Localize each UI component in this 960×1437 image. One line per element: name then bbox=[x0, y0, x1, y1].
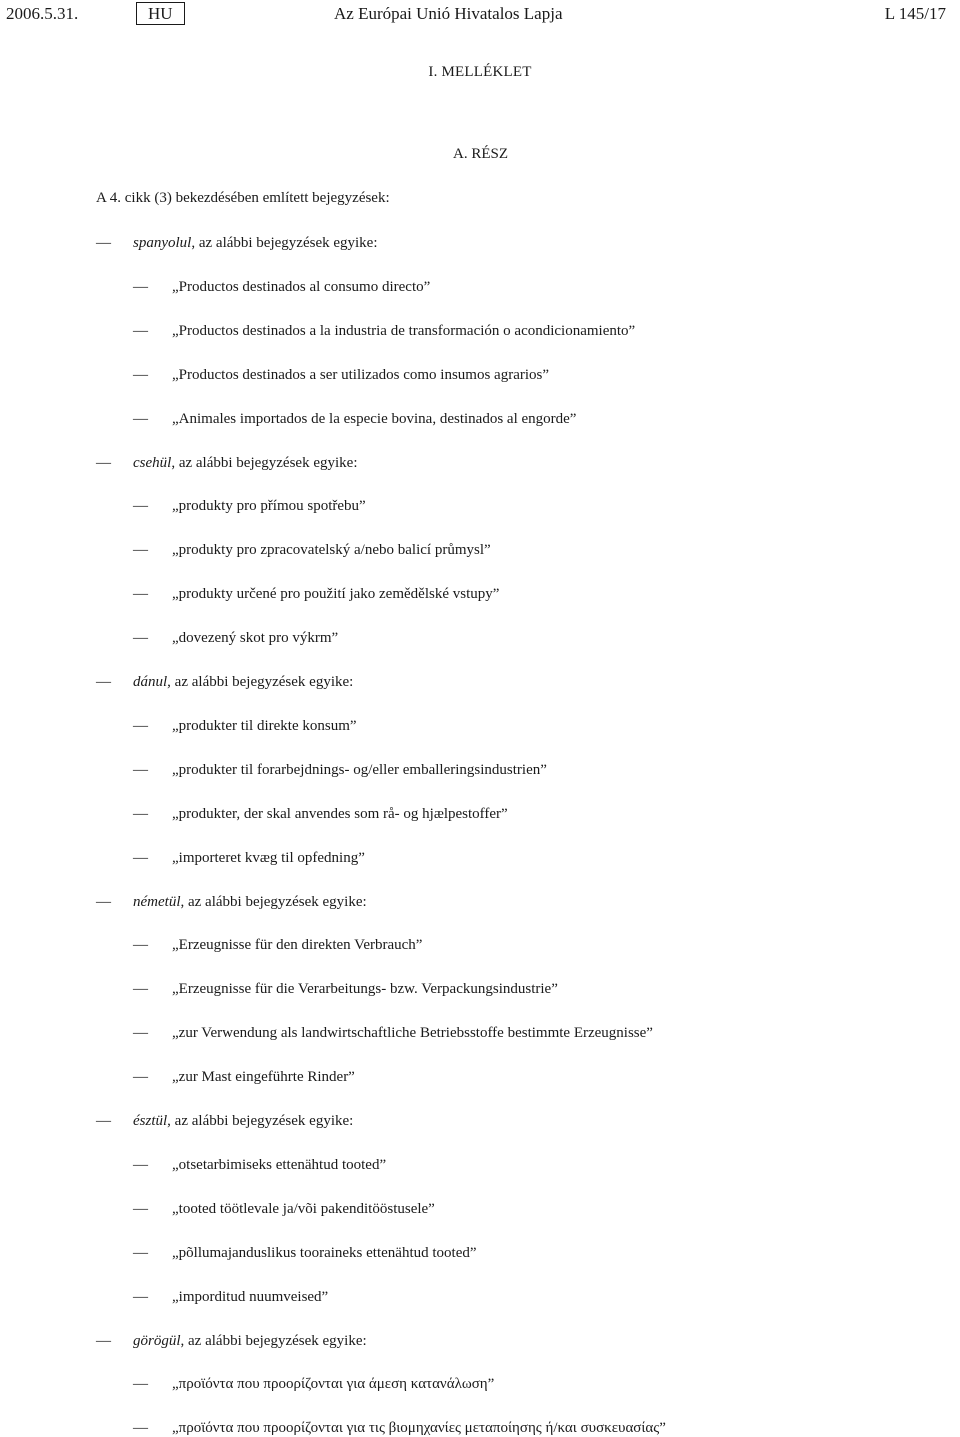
entry-item-text: „tooted töötlevale ja/või pakenditööstusele” bbox=[172, 1200, 435, 1217]
part-title: A. RÉSZ bbox=[453, 146, 509, 162]
entry-item-text: „Animales importados de la especie bovina, destinados al engorde” bbox=[172, 410, 577, 427]
entry-item-text: „produkter, der skal anvendes som rå- og hjælpestoffer” bbox=[172, 805, 508, 822]
dash-marker: — bbox=[133, 717, 148, 734]
entry-item-text: „Productos destinados a ser utilizados como insumos agrarios” bbox=[172, 366, 550, 383]
entry-item-text: „zur Mast eingeführte Rinder” bbox=[172, 1069, 355, 1086]
entry-item-text: „Erzeugnisse für den direkten Verbrauch” bbox=[172, 937, 423, 954]
language-heading-rest: , az alábbi bejegyzések egyike: bbox=[171, 454, 358, 471]
entry-item-text: „zur Verwendung als landwirtschaftliche Betriebsstoffe bestimmte Erzeugnisse” bbox=[172, 1025, 653, 1042]
dash-marker: — bbox=[133, 410, 148, 427]
dash-marker: — bbox=[133, 937, 148, 954]
language-name: csehül bbox=[133, 454, 172, 471]
dash-marker: — bbox=[96, 674, 111, 690]
entry-item-text: „Erzeugnisse für die Verarbeitungs- bzw. Verpackungsindustrie” bbox=[172, 981, 558, 998]
dash-marker: — bbox=[133, 498, 148, 515]
language-heading-text bbox=[133, 454, 358, 472]
dash-marker: — bbox=[133, 1069, 148, 1086]
entry-item-text: „importeret kvæg til opfedning” bbox=[172, 849, 365, 866]
dash-marker: — bbox=[133, 849, 148, 866]
language-name: görögül bbox=[133, 1332, 181, 1349]
dash-marker: — bbox=[133, 1288, 148, 1305]
intro-paragraph: A 4. cikk (3) bekezdésében említett bejegyzések: bbox=[96, 190, 390, 206]
dash-marker: — bbox=[133, 278, 148, 295]
dash-marker: — bbox=[96, 454, 111, 471]
dash-marker: — bbox=[133, 1200, 148, 1217]
dash-marker: — bbox=[133, 805, 148, 822]
language-heading-rest: , az alábbi bejegyzések egyike: bbox=[191, 235, 378, 251]
language-heading-text bbox=[133, 1112, 353, 1130]
entry-item-text: „põllumajanduslikus tooraineks ettenähtud tooted” bbox=[172, 1244, 477, 1261]
dash-marker: — bbox=[133, 322, 148, 339]
entry-item-text: „Productos destinados al consumo directo” bbox=[172, 278, 431, 295]
dash-marker: — bbox=[133, 542, 148, 559]
entry-item-text: „προϊόντα που προορίζονται για τις βιομηχανίες μεταποίησης ή/και συσκευασίας” bbox=[172, 1420, 666, 1437]
dash-marker: — bbox=[96, 1113, 111, 1129]
language-name: spanyolul bbox=[133, 235, 192, 251]
dash-marker: — bbox=[133, 981, 148, 998]
entry-item-text: „otsetarbimiseks ettenähtud tooted” bbox=[172, 1156, 387, 1173]
journal-title: Az Európai Unió Hivatalos Lapja bbox=[334, 4, 563, 23]
dash-marker: — bbox=[133, 1244, 148, 1261]
dash-marker: — bbox=[133, 1420, 148, 1437]
entry-item-text: „dovezený skot pro výkrm” bbox=[172, 630, 339, 647]
language-heading-text bbox=[133, 673, 353, 691]
page-number: L 145/17 bbox=[884, 4, 946, 23]
language-heading-rest: , az alábbi bejegyzések egyike: bbox=[180, 893, 367, 910]
annex-title: I. MELLÉKLET bbox=[428, 64, 532, 80]
language-heading-rest: , az alábbi bejegyzések egyike: bbox=[167, 674, 354, 690]
language-name: észtül bbox=[133, 1113, 168, 1129]
dash-marker: — bbox=[133, 1025, 148, 1042]
dash-marker: — bbox=[133, 366, 148, 383]
entry-item-text: „imporditud nuumveised” bbox=[172, 1288, 329, 1305]
language-code-box: HU bbox=[136, 2, 185, 25]
publication-date: 2006.5.31. bbox=[6, 4, 79, 23]
dash-marker: — bbox=[96, 235, 111, 251]
page-header bbox=[0, 0, 960, 32]
dash-marker: — bbox=[96, 893, 111, 910]
dash-marker: — bbox=[133, 1376, 148, 1393]
language-name: németül bbox=[133, 893, 181, 910]
entry-item-text: „produkter til direkte konsum” bbox=[172, 717, 357, 734]
entry-item-text: „Productos destinados a la industria de transformación o acondicionamiento” bbox=[172, 322, 636, 339]
dash-marker: — bbox=[133, 586, 148, 603]
entry-item-text: „προϊόντα που προορίζονται για άμεση κατανάλωση” bbox=[172, 1376, 495, 1393]
dash-marker: — bbox=[96, 1332, 111, 1349]
language-heading-rest: , az alábbi bejegyzések egyike: bbox=[180, 1332, 367, 1349]
entry-item-text: „produkty pro přímou spotřebu” bbox=[172, 498, 366, 515]
language-heading-rest: , az alábbi bejegyzések egyike: bbox=[167, 1113, 354, 1129]
dash-marker: — bbox=[133, 630, 148, 647]
entry-item-text: „produkty pro zpracovatelský a/nebo balicí průmysl” bbox=[172, 542, 491, 559]
dash-marker: — bbox=[133, 761, 148, 778]
dash-marker: — bbox=[133, 1156, 148, 1173]
language-heading-text bbox=[133, 234, 378, 252]
language-heading-text bbox=[133, 893, 367, 911]
language-heading-text bbox=[133, 1332, 367, 1350]
entry-item-text: „produkter til forarbejdnings- og/eller emballeringsindustrien” bbox=[172, 761, 547, 778]
entry-item-text: „produkty určené pro použití jako zemědělské vstupy” bbox=[172, 586, 500, 603]
language-name: dánul bbox=[133, 674, 168, 690]
